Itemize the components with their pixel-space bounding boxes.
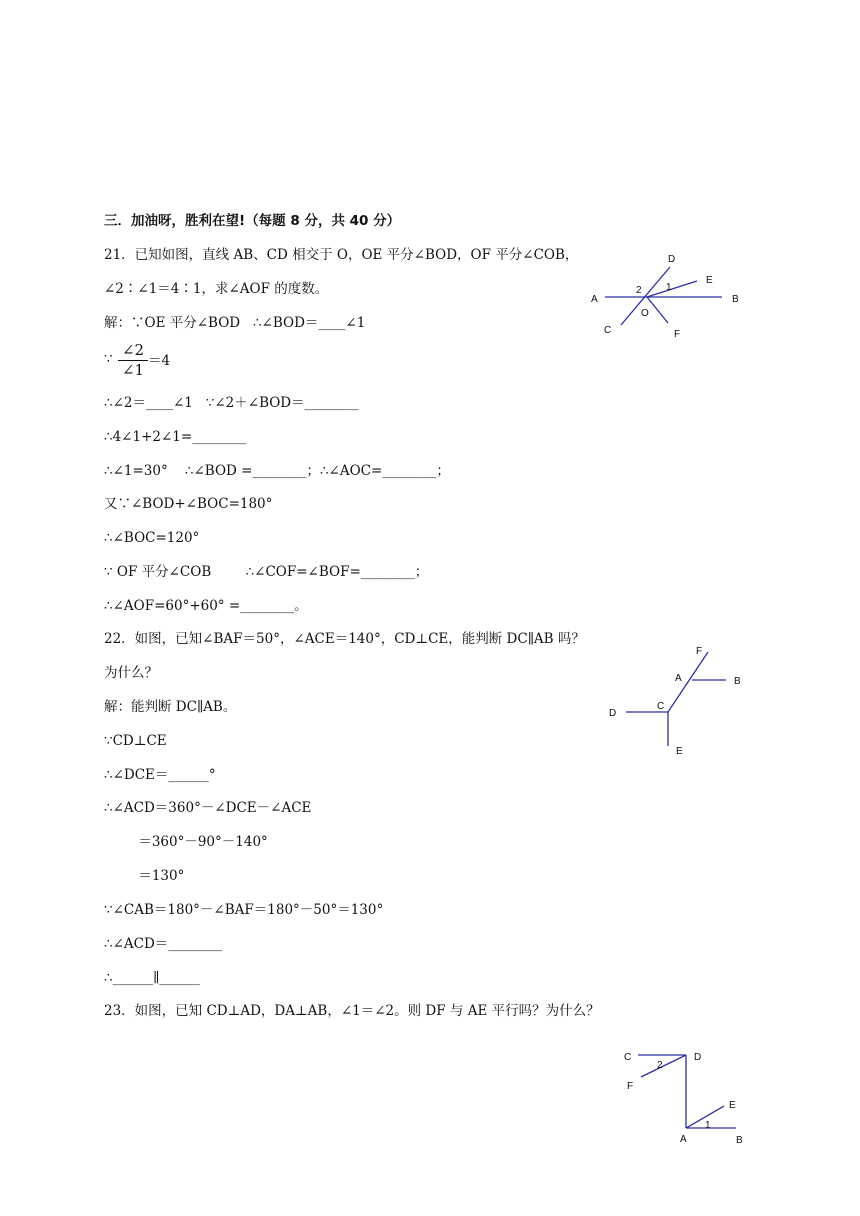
label-f: F: [696, 646, 703, 657]
label-angle-2: 2: [636, 285, 642, 296]
label-e: E: [729, 1100, 736, 1111]
q22-line-10: ∴∠ACD＝________: [104, 936, 223, 952]
q22-line-9: ∵∠CAB＝180°－∠BAF＝180°－50°＝130°: [104, 902, 384, 918]
q22-line-11: ∴______∥______: [104, 970, 200, 986]
section-heading: 三．加油呀，胜利在望!（每题 8 分，共 40 分）: [104, 213, 401, 229]
line-cd: [621, 267, 670, 325]
label-d: D: [668, 254, 676, 265]
label-b: B: [732, 294, 739, 305]
label-a: A: [680, 1134, 687, 1145]
q21-line-7: 又∵∠BOD+∠BOC=180°: [104, 496, 273, 512]
label-angle-1: 1: [666, 282, 672, 293]
ray-df: [641, 1055, 686, 1077]
label-angle-2: 2: [657, 1060, 663, 1071]
label-a: A: [591, 294, 598, 305]
q21-line-2: ∠2∶∠1＝4∶1，求∠AOF 的度数。: [104, 281, 329, 297]
label-a: A: [675, 673, 682, 684]
q21-fraction-prefix: ∵: [104, 351, 113, 367]
q21-line-5: ∴4∠1+2∠1=________: [104, 429, 247, 445]
label-c: C: [657, 701, 665, 712]
label-angle-1: 1: [705, 1120, 711, 1131]
label-o: O: [641, 308, 649, 319]
ray-oe: [647, 281, 697, 297]
q21-fraction: [118, 342, 148, 379]
label-c: C: [624, 1052, 632, 1063]
q21-line-8: ∴∠BOC=120°: [104, 530, 200, 546]
q22-line-1: 22．如图，已知∠BAF＝50°，∠ACE＝140°，CD⊥CE，能判断 DC∥AB 吗？: [104, 631, 585, 647]
q21-line-6: ∴∠1=30° ∴∠BOD =________；∴∠AOC=________；: [104, 463, 450, 479]
label-b: B: [736, 1135, 743, 1146]
ray-of: [647, 297, 668, 323]
label-e: E: [676, 746, 683, 757]
q21-line-1: 21．已知如图，直线 AB、CD 相交于 O，OE 平分∠BOD，OF 平分∠COB，: [104, 247, 579, 263]
q21-line-10: ∴∠AOF=60°+60° =________。: [104, 598, 308, 614]
label-f: F: [627, 1081, 634, 1092]
q21-line-4: ∴∠2＝____∠1 ∵∠2＋∠BOD＝________: [104, 395, 359, 411]
label-c: C: [604, 325, 612, 336]
label-b: B: [734, 676, 741, 687]
q22-line-6: ∴∠ACD＝360°－∠DCE－∠ACE: [104, 800, 312, 816]
label-d: D: [694, 1052, 702, 1063]
q21-fraction-numerator: ∠2: [121, 341, 145, 359]
q22-line-2: 为什么？: [104, 665, 158, 681]
q21-fraction-denominator: ∠1: [121, 361, 145, 379]
q22-line-7: ＝360°－90°－140°: [104, 834, 268, 850]
q22-line-5: ∴∠DCE＝______°: [104, 767, 216, 783]
label-d: D: [609, 708, 617, 719]
q21-line-3: 解：∵OE 平分∠BOD ∴∠BOD＝____∠1: [104, 315, 366, 331]
q22-line-3: 解：能判断 DC∥AB。: [104, 699, 237, 715]
q23-line-1: 23．如图，已知 CD⊥AD，DA⊥AB，∠1＝∠2。则 DF 与 AE 平行吗？为什么？: [104, 1003, 600, 1019]
label-e: E: [706, 275, 713, 286]
ray-af: [668, 652, 708, 712]
q21-line-9: ∵ OF 平分∠COB ∴∠COF=∠BOF=________；: [104, 564, 429, 580]
q22-line-4: ∵CD⊥CE: [104, 733, 167, 749]
q22-line-8: ＝130°: [104, 868, 185, 884]
label-f: F: [674, 329, 681, 340]
q21-fraction-suffix: ＝4: [148, 353, 171, 369]
ray-ae: [686, 1106, 724, 1128]
